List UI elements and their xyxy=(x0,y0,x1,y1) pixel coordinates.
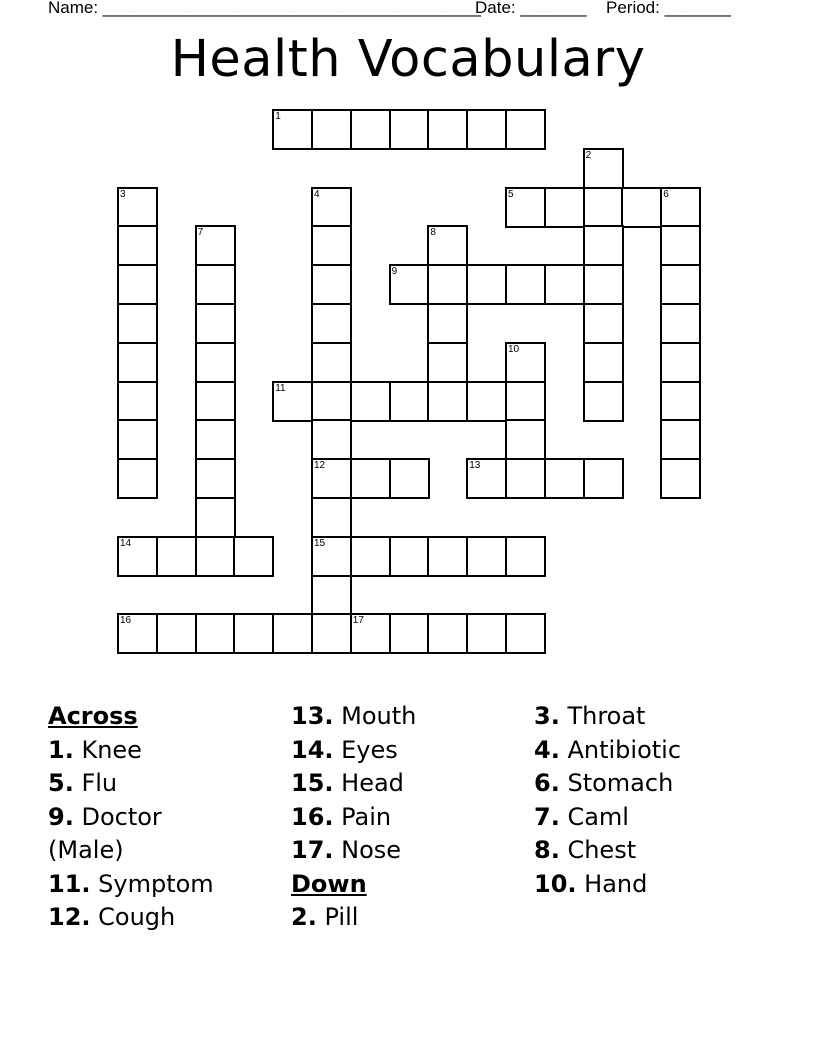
grid-cell[interactable] xyxy=(544,187,585,228)
clue-number: 7. xyxy=(534,802,560,831)
clue-number: 17. xyxy=(291,836,334,864)
clue-number: 9. xyxy=(48,802,74,831)
grid-cell[interactable] xyxy=(427,109,468,150)
grid-cell[interactable] xyxy=(311,264,352,305)
grid-cell[interactable] xyxy=(117,458,158,499)
grid-cell[interactable] xyxy=(583,381,624,422)
grid-cell[interactable] xyxy=(505,342,546,383)
clue-number: 8. xyxy=(534,836,560,864)
clue-number: 11. xyxy=(48,869,91,898)
clue-item xyxy=(291,901,416,935)
cell-number: 6 xyxy=(663,188,669,200)
grid-cell[interactable] xyxy=(583,187,624,228)
clue-item xyxy=(534,767,681,801)
grid-cell[interactable] xyxy=(195,497,236,538)
grid-cell[interactable] xyxy=(117,225,158,266)
clue-text: Pill xyxy=(316,903,359,931)
clue-item xyxy=(534,834,681,868)
cell-number: 11 xyxy=(275,382,286,394)
cell-number: 12 xyxy=(314,460,326,472)
cell-number: 7 xyxy=(197,227,204,239)
grid-cell[interactable] xyxy=(233,613,274,654)
clue-text: Eyes xyxy=(333,735,398,764)
grid-cell[interactable] xyxy=(311,342,352,383)
grid-cell[interactable] xyxy=(311,225,352,266)
cell-number: 4 xyxy=(314,188,320,200)
clue-column-3 xyxy=(534,700,681,901)
clue-text: Cough xyxy=(90,903,176,931)
clue-item xyxy=(48,868,214,902)
clue-number: 12. xyxy=(48,903,91,931)
clue-item xyxy=(291,801,416,835)
clue-text: Nose xyxy=(333,836,402,864)
grid-cell[interactable] xyxy=(311,187,352,228)
clue-text: Chest xyxy=(559,836,637,864)
grid-cell[interactable] xyxy=(427,303,468,344)
cell-number: 5 xyxy=(508,188,514,200)
grid-cell[interactable] xyxy=(195,458,236,499)
grid-cell[interactable] xyxy=(350,536,391,577)
clue-text: Caml xyxy=(559,802,629,831)
clue-column-2 xyxy=(291,700,416,935)
clue-number: 5. xyxy=(48,769,74,797)
period-field[interactable]: Period: _______ xyxy=(606,0,731,17)
grid-cell[interactable] xyxy=(117,264,158,305)
clue-number: 13. xyxy=(291,702,334,730)
grid-cell[interactable] xyxy=(660,303,701,344)
cell-number: 16 xyxy=(120,615,132,627)
clue-text: Hand xyxy=(576,869,648,898)
grid-cell[interactable] xyxy=(195,342,236,383)
grid-cell[interactable] xyxy=(466,381,507,422)
grid-cell[interactable] xyxy=(389,458,430,499)
grid-cell[interactable] xyxy=(621,187,662,228)
grid-cell[interactable] xyxy=(195,303,236,344)
clue-item xyxy=(534,801,681,835)
grid-cell[interactable] xyxy=(233,536,274,577)
grid-cell[interactable] xyxy=(389,613,430,654)
grid-cell[interactable] xyxy=(660,225,701,266)
cell-number: 8 xyxy=(430,227,436,239)
grid-cell[interactable] xyxy=(195,225,236,266)
grid-cell[interactable] xyxy=(311,497,352,538)
grid-cell[interactable] xyxy=(583,303,624,344)
grid-cell[interactable] xyxy=(466,264,507,305)
cell-number: 1 xyxy=(275,111,281,122)
clue-text: Throat xyxy=(559,702,646,730)
grid-cell[interactable] xyxy=(156,613,197,654)
clue-item xyxy=(48,734,214,768)
grid-cell[interactable] xyxy=(350,381,391,422)
clue-item xyxy=(48,834,214,868)
grid-cell[interactable] xyxy=(544,458,585,499)
grid-cell[interactable] xyxy=(505,458,546,499)
grid-cell[interactable] xyxy=(389,109,430,150)
grid-cell[interactable] xyxy=(583,225,624,266)
grid-cell[interactable] xyxy=(427,225,468,266)
grid-cell[interactable] xyxy=(466,536,507,577)
grid-cell[interactable] xyxy=(117,303,158,344)
grid-cell[interactable] xyxy=(583,458,624,499)
clue-number: 16. xyxy=(291,802,334,831)
clue-number: 1. xyxy=(48,735,74,764)
grid-cell[interactable] xyxy=(350,458,391,499)
grid-cell[interactable] xyxy=(311,381,352,422)
clue-item xyxy=(291,834,416,868)
clue-item xyxy=(48,901,214,935)
clue-text: Doctor xyxy=(73,802,162,831)
grid-cell[interactable] xyxy=(583,148,624,189)
grid-cell[interactable] xyxy=(311,613,352,654)
clue-number: 14. xyxy=(291,735,334,764)
grid-cell[interactable] xyxy=(583,342,624,383)
clue-number: 10. xyxy=(534,869,577,898)
cell-number: 15 xyxy=(314,537,326,549)
clue-text: Flu xyxy=(73,769,118,797)
clue-item xyxy=(534,868,681,902)
grid-cell[interactable] xyxy=(660,187,701,228)
name-field[interactable]: Name: ________________________________________ xyxy=(48,0,481,17)
clue-text: Knee xyxy=(73,735,142,764)
grid-cell[interactable] xyxy=(427,342,468,383)
grid-cell[interactable] xyxy=(466,458,507,499)
clue-heading: Across xyxy=(48,702,138,730)
grid-cell[interactable] xyxy=(389,264,430,305)
cell-number: 13 xyxy=(469,460,481,472)
grid-cell[interactable] xyxy=(311,575,352,616)
grid-cell[interactable] xyxy=(195,613,236,654)
cell-number: 9 xyxy=(391,266,398,278)
clue-heading: Down xyxy=(291,869,367,898)
clue-number: 2. xyxy=(291,903,317,931)
grid-cell[interactable] xyxy=(427,381,468,422)
grid-cell[interactable] xyxy=(660,264,701,305)
grid-cell[interactable] xyxy=(117,342,158,383)
grid-cell[interactable] xyxy=(505,109,546,150)
grid-cell[interactable] xyxy=(117,187,158,228)
grid-cell[interactable] xyxy=(505,381,546,422)
clue-number: 6. xyxy=(534,769,560,797)
grid-cell[interactable] xyxy=(350,109,391,150)
grid-cell[interactable] xyxy=(156,536,197,577)
grid-cell[interactable] xyxy=(427,536,468,577)
grid-cell[interactable] xyxy=(272,381,313,422)
grid-cell[interactable] xyxy=(311,458,352,499)
grid-cell[interactable] xyxy=(117,381,158,422)
grid-cell[interactable] xyxy=(583,264,624,305)
clue-text: Stomach xyxy=(559,769,674,797)
grid-cell[interactable] xyxy=(272,613,313,654)
clue-text: Antibiotic xyxy=(559,735,682,764)
clue-item xyxy=(534,734,681,768)
grid-cell[interactable] xyxy=(195,264,236,305)
grid-cell[interactable] xyxy=(505,536,546,577)
clue-column-1 xyxy=(48,700,214,935)
cell-number: 10 xyxy=(508,343,520,355)
grid-cell[interactable] xyxy=(660,342,701,383)
clue-item xyxy=(534,700,681,734)
grid-cell[interactable] xyxy=(350,613,391,654)
clue-item xyxy=(48,801,214,835)
cell-number: 3 xyxy=(120,188,126,200)
clue-item xyxy=(291,767,416,801)
grid-cell[interactable] xyxy=(195,419,236,460)
grid-cell[interactable] xyxy=(505,419,546,460)
grid-cell[interactable] xyxy=(311,303,352,344)
grid-cell[interactable] xyxy=(466,613,507,654)
grid-cell[interactable] xyxy=(311,536,352,577)
clue-item xyxy=(291,700,416,734)
grid-cell[interactable] xyxy=(389,536,430,577)
grid-cell[interactable] xyxy=(544,264,585,305)
grid-cell[interactable] xyxy=(117,536,158,577)
clue-number: 3. xyxy=(534,702,560,730)
grid-cell[interactable] xyxy=(195,381,236,422)
grid-cell[interactable] xyxy=(117,613,158,654)
page-title: Health Vocabulary xyxy=(170,30,646,89)
clue-item xyxy=(48,767,214,801)
grid-cell[interactable] xyxy=(389,381,430,422)
grid-cell[interactable] xyxy=(505,613,546,654)
cell-number: 2 xyxy=(585,149,592,161)
grid-cell[interactable] xyxy=(117,419,158,460)
date-field[interactable]: Date: _______ xyxy=(475,0,587,17)
grid-cell[interactable] xyxy=(660,419,701,460)
grid-cell[interactable] xyxy=(427,264,468,305)
grid-cell[interactable] xyxy=(272,109,313,150)
clue-item xyxy=(291,734,416,768)
clue-text: Symptom xyxy=(90,869,214,898)
cell-number: 17 xyxy=(352,615,364,627)
clue-text: Mouth xyxy=(333,702,417,730)
grid-cell[interactable] xyxy=(505,187,546,228)
grid-cell[interactable] xyxy=(195,536,236,577)
clue-number: 15. xyxy=(291,769,334,797)
grid-cell[interactable] xyxy=(311,109,352,150)
cell-number: 14 xyxy=(120,537,132,549)
grid-cell[interactable] xyxy=(660,381,701,422)
clue-number: 4. xyxy=(534,735,560,764)
grid-cell[interactable] xyxy=(427,613,468,654)
grid-cell[interactable] xyxy=(505,264,546,305)
clue-text: Head xyxy=(333,769,404,797)
clue-text: (Male) xyxy=(48,836,124,864)
clue-text: Pain xyxy=(333,802,392,831)
grid-cell[interactable] xyxy=(660,458,701,499)
grid-cell[interactable] xyxy=(466,109,507,150)
grid-cell[interactable] xyxy=(311,419,352,460)
